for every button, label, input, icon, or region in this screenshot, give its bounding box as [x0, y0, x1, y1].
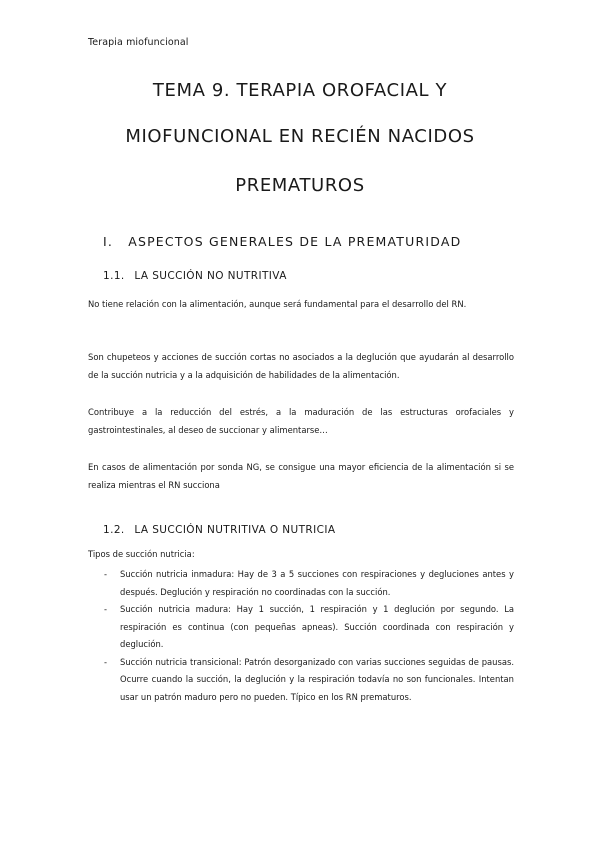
list-item-text: Succión nutricia madura: Hay 1 succión, 1 respiración y 1 deglución por segundo. La respiración es continua (con pequeñas apneas). Succión coordinada con respiración y deglución.: [120, 604, 514, 649]
subsection-number-1: 1.1.: [103, 270, 125, 282]
subsection-heading-1: [103, 270, 287, 282]
list-lead: Tipos de succión nutricia:: [88, 549, 195, 559]
subsection-title-2: LA SUCCIÓN NUTRITIVA O NUTRICIA: [134, 524, 336, 536]
list-item: [88, 566, 514, 601]
list-dash: -: [104, 569, 108, 579]
paragraph: Contribuye a la reducción del estrés, a la maduración de las estructuras orofaciales y gastrointestinales, al deseo de succionar y alimentarse…: [88, 407, 514, 435]
section-title: ASPECTOS GENERALES DE LA PREMATURIDAD: [128, 234, 462, 249]
subsection-title-1: LA SUCCIÓN NO NUTRITIVA: [134, 270, 287, 282]
subsection-heading-2: [103, 524, 335, 536]
list-dash: -: [104, 604, 108, 614]
document-title-line-1: TEMA 9. TERAPIA OROFACIAL Y: [152, 80, 448, 101]
paragraph: No tiene relación con la alimentación, aunque será fundamental para el desarrollo del RN.: [88, 299, 467, 309]
section-number: I.: [103, 234, 114, 249]
list-item-text: Succión nutricia inmadura: Hay de 3 a 5 succiones con respiraciones y degluciones antes y después. Deglución y respiración no coordinadas con la succión.: [120, 569, 514, 597]
paragraph: En casos de alimentación por sonda NG, se consigue una mayor eficiencia de la alimentación si se realiza mientras el RN succiona: [88, 462, 514, 490]
paragraph: Son chupeteos y acciones de succión cortas no asociados a la deglución que ayudarán al desarrollo de la succión nutricia y a la adquisición de habilidades de la alimentación.: [88, 352, 514, 380]
list-item-text: Succión nutricia transicional: Patrón desorganizado con varias succiones seguidas de pausas. Ocurre cuando la succión, la deglución y la respiración todavía no son funcionales. Intentan usar un patrón maduro pero no pueden. Típico en los RN prematuros.: [120, 656, 514, 702]
list-item: [88, 601, 514, 654]
section-heading: [103, 234, 461, 249]
document-title-line-3: PREMATUROS: [235, 175, 365, 196]
list-dash: -: [104, 656, 108, 667]
running-header: Terapia miofuncional: [88, 37, 189, 48]
succion-types-list: [88, 566, 514, 706]
document-title-line-2: MIOFUNCIONAL EN RECIÉN NACIDOS: [125, 126, 475, 147]
subsection-number-2: 1.2.: [103, 524, 125, 536]
list-item: [88, 654, 514, 707]
